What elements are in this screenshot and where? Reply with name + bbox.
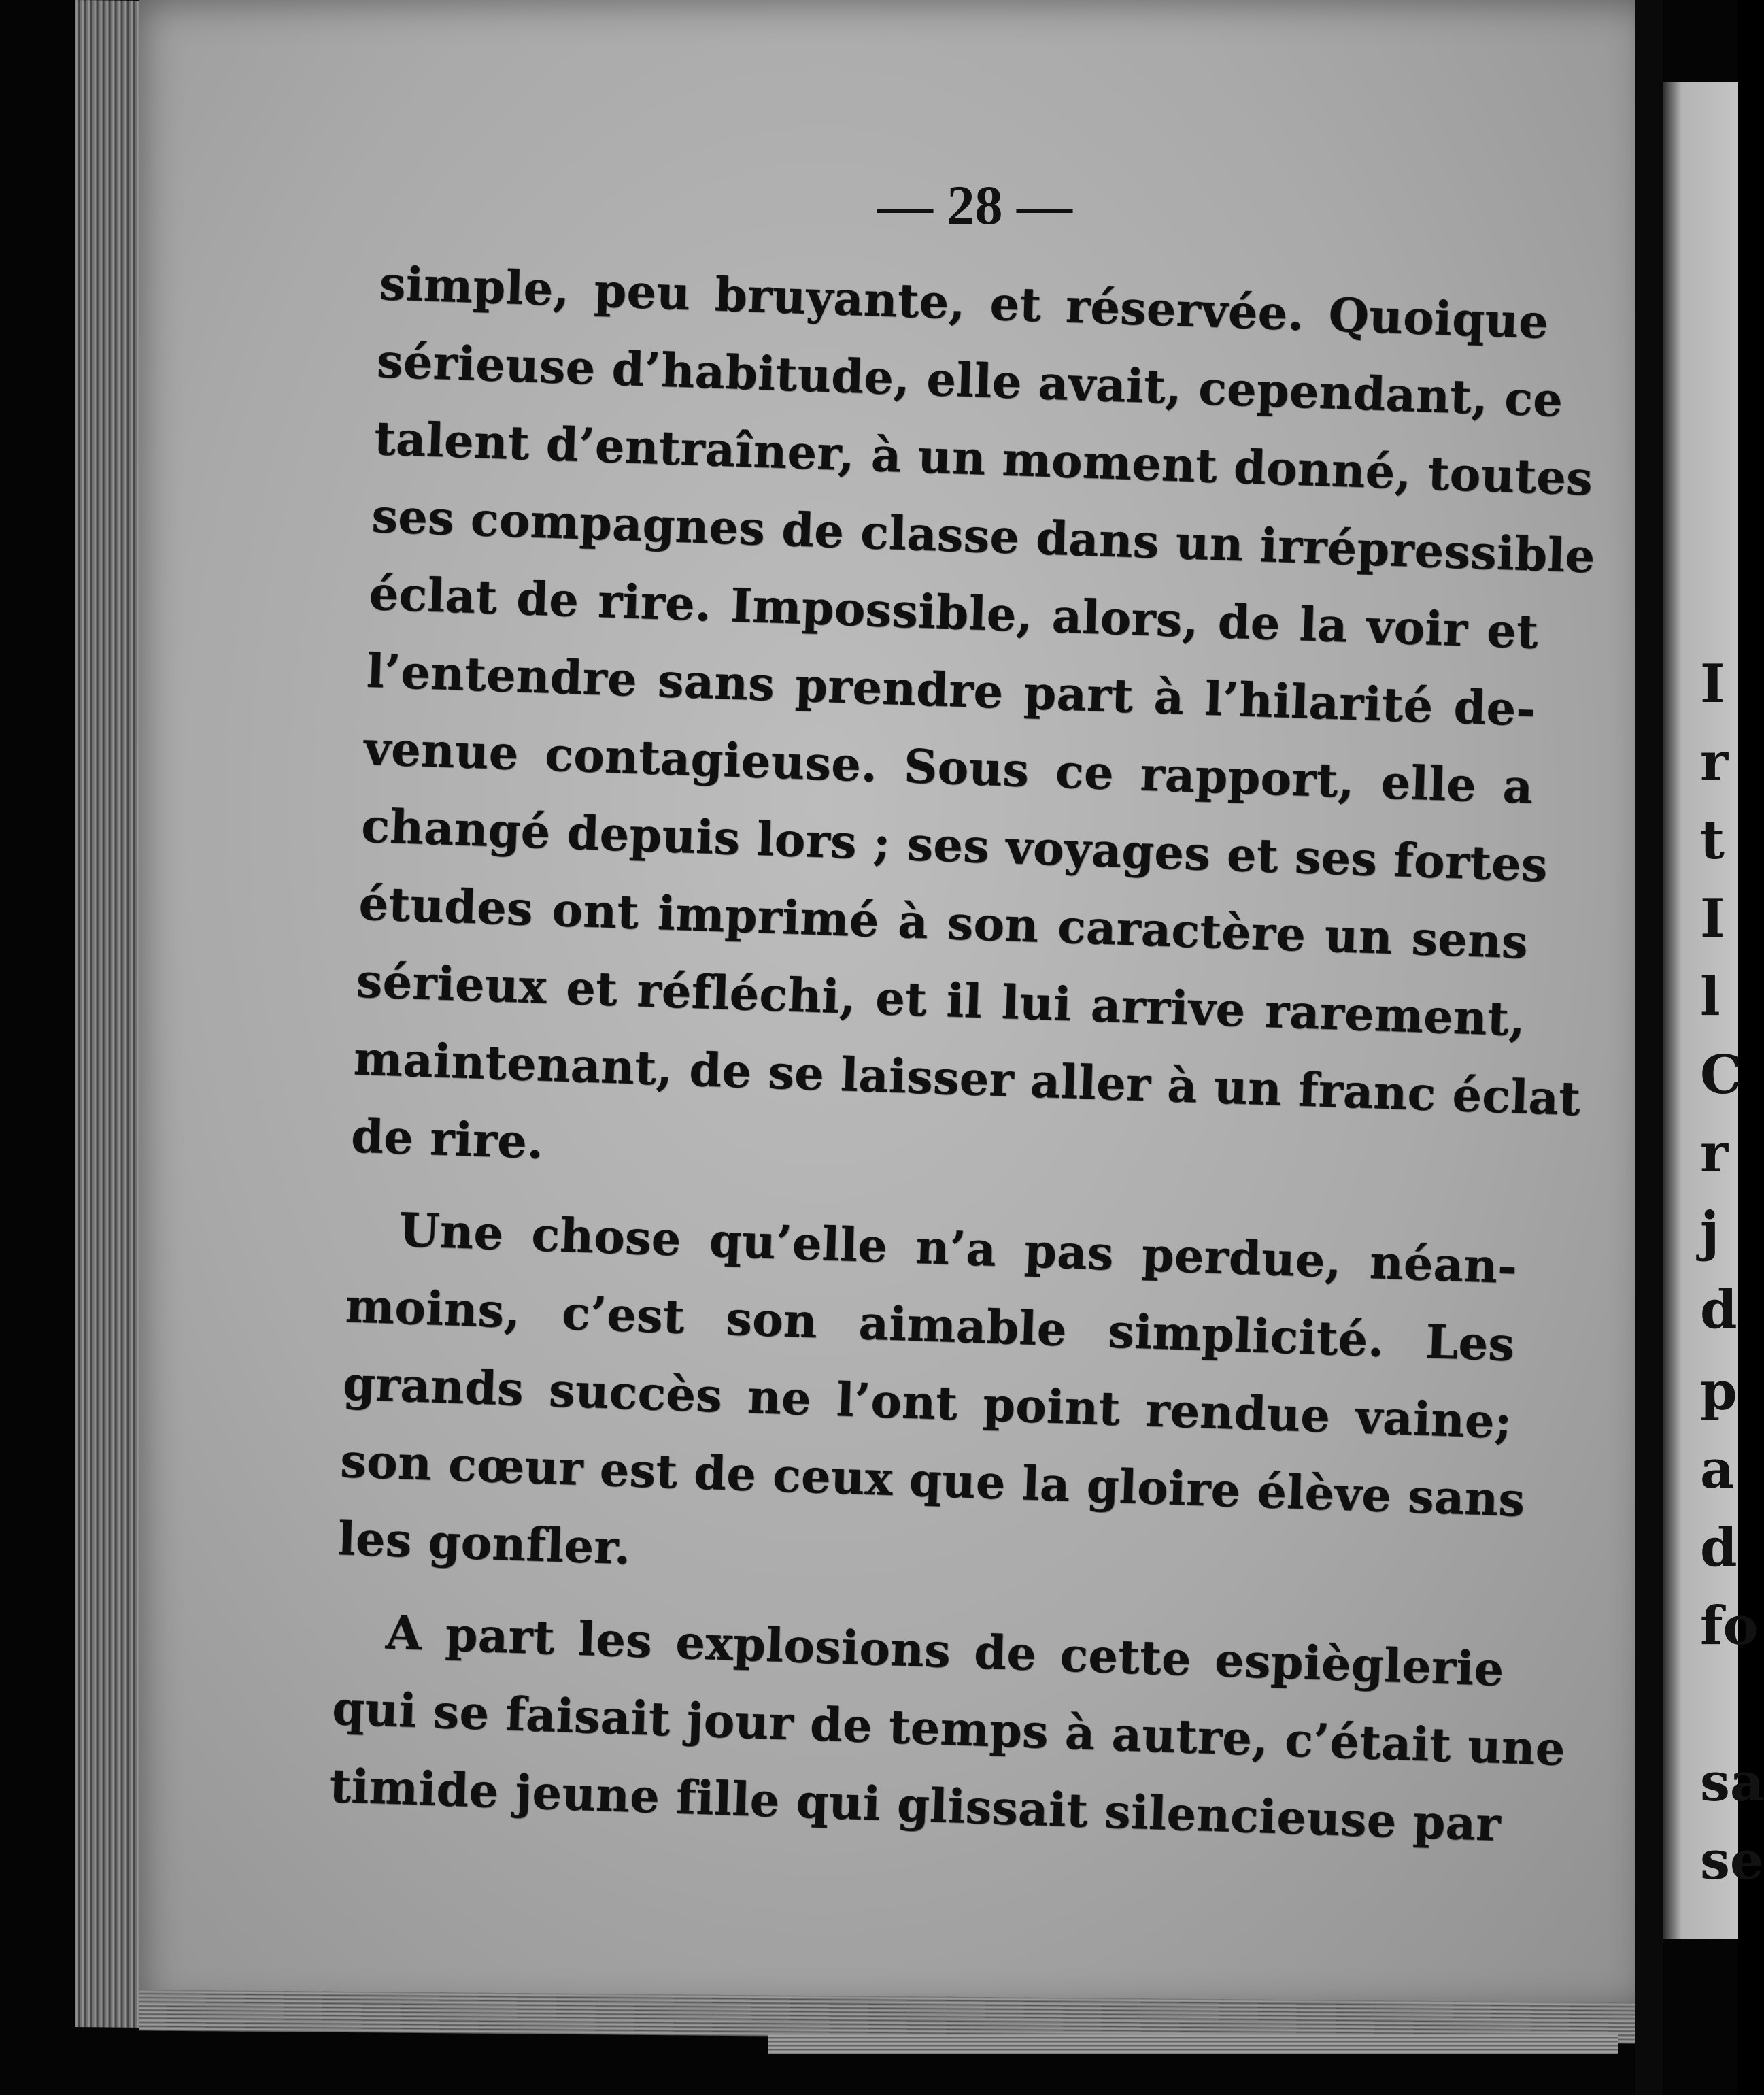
adjacent-letter: sa [1700,1752,1764,1813]
text-line: grands succès ne l’ont point rendue vaine; [342,1356,1513,1450]
text-line: maintenant, de se laisser aller à un franc éclat [352,1031,1582,1127]
adjacent-letter: se [1700,1830,1764,1892]
adjacent-letter: r [1700,1122,1729,1184]
text-line: études ont imprimé à son caractère un sens [358,876,1529,970]
text-line: ses compagnes de classe dans un irrépressible [371,488,1596,584]
adjacent-letter: I [1700,888,1725,950]
adjacent-page-letters [1700,0,1764,2095]
paragraph-1 [350,245,1596,1213]
text-line: talent d’entraîner, à un moment donné, toutes [373,411,1594,507]
paragraph-3 [328,1592,1567,1864]
text-line: Une chose qu’elle n’a pas perdue, néan- [398,1203,1519,1295]
text-line: qui se faisait jour de temps à autre, c’était une [331,1681,1567,1777]
adjacent-letter: p [1700,1360,1737,1422]
adjacent-letter: l [1700,966,1720,1028]
adjacent-letter: a [1700,1439,1735,1501]
text-line: son cœur est de ceux que la gloire élève sans [339,1434,1526,1528]
text-line: sérieuse d’habitude, elle avait, cependant, ce [376,333,1564,428]
bottom-page-edges [768,2034,1618,2054]
paragraph-2 [337,1190,1526,1616]
adjacent-letter: r [1700,731,1729,793]
adjacent-letter: d [1700,1517,1737,1579]
text-line: moins, c’est son aimable simplicité. Les [344,1279,1516,1373]
adjacent-letter: fo [1700,1595,1759,1657]
text-line: l’entendre sans prendre part à l’hilarité de- [365,643,1537,737]
text-line: les gonfler. [337,1511,632,1576]
text-line: changé depuis lors ; ses voyages et ses fortes [360,799,1549,893]
adjacent-letter: t [1700,809,1725,871]
adjacent-letter: d [1700,1279,1737,1341]
adjacent-letter: j [1700,1201,1720,1262]
text-line: timide jeune fille qui glissait silencieuse par [328,1758,1502,1852]
text-line: A part les explosions de cette espièglerie [385,1605,1505,1697]
adjacent-letter: I [1700,653,1725,715]
book-binding [1635,0,1663,2095]
left-page-edges [75,0,150,2028]
text-line: sérieux et réfléchi, et il lui arrive rarement, [355,954,1527,1048]
text-line: venue contagieuse. Sous ce rapport, elle a [363,721,1534,815]
text-line: simple, peu bruyante, et réservée. Quoique [378,256,1550,350]
page-body-text [328,245,1596,1864]
text-line: éclat de rire. Impossible, alors, de la voir et [368,566,1540,660]
text-line: de rire. [350,1109,545,1170]
page-number: — 28 — [877,174,1072,236]
adjacent-letter: C [1700,1044,1743,1106]
